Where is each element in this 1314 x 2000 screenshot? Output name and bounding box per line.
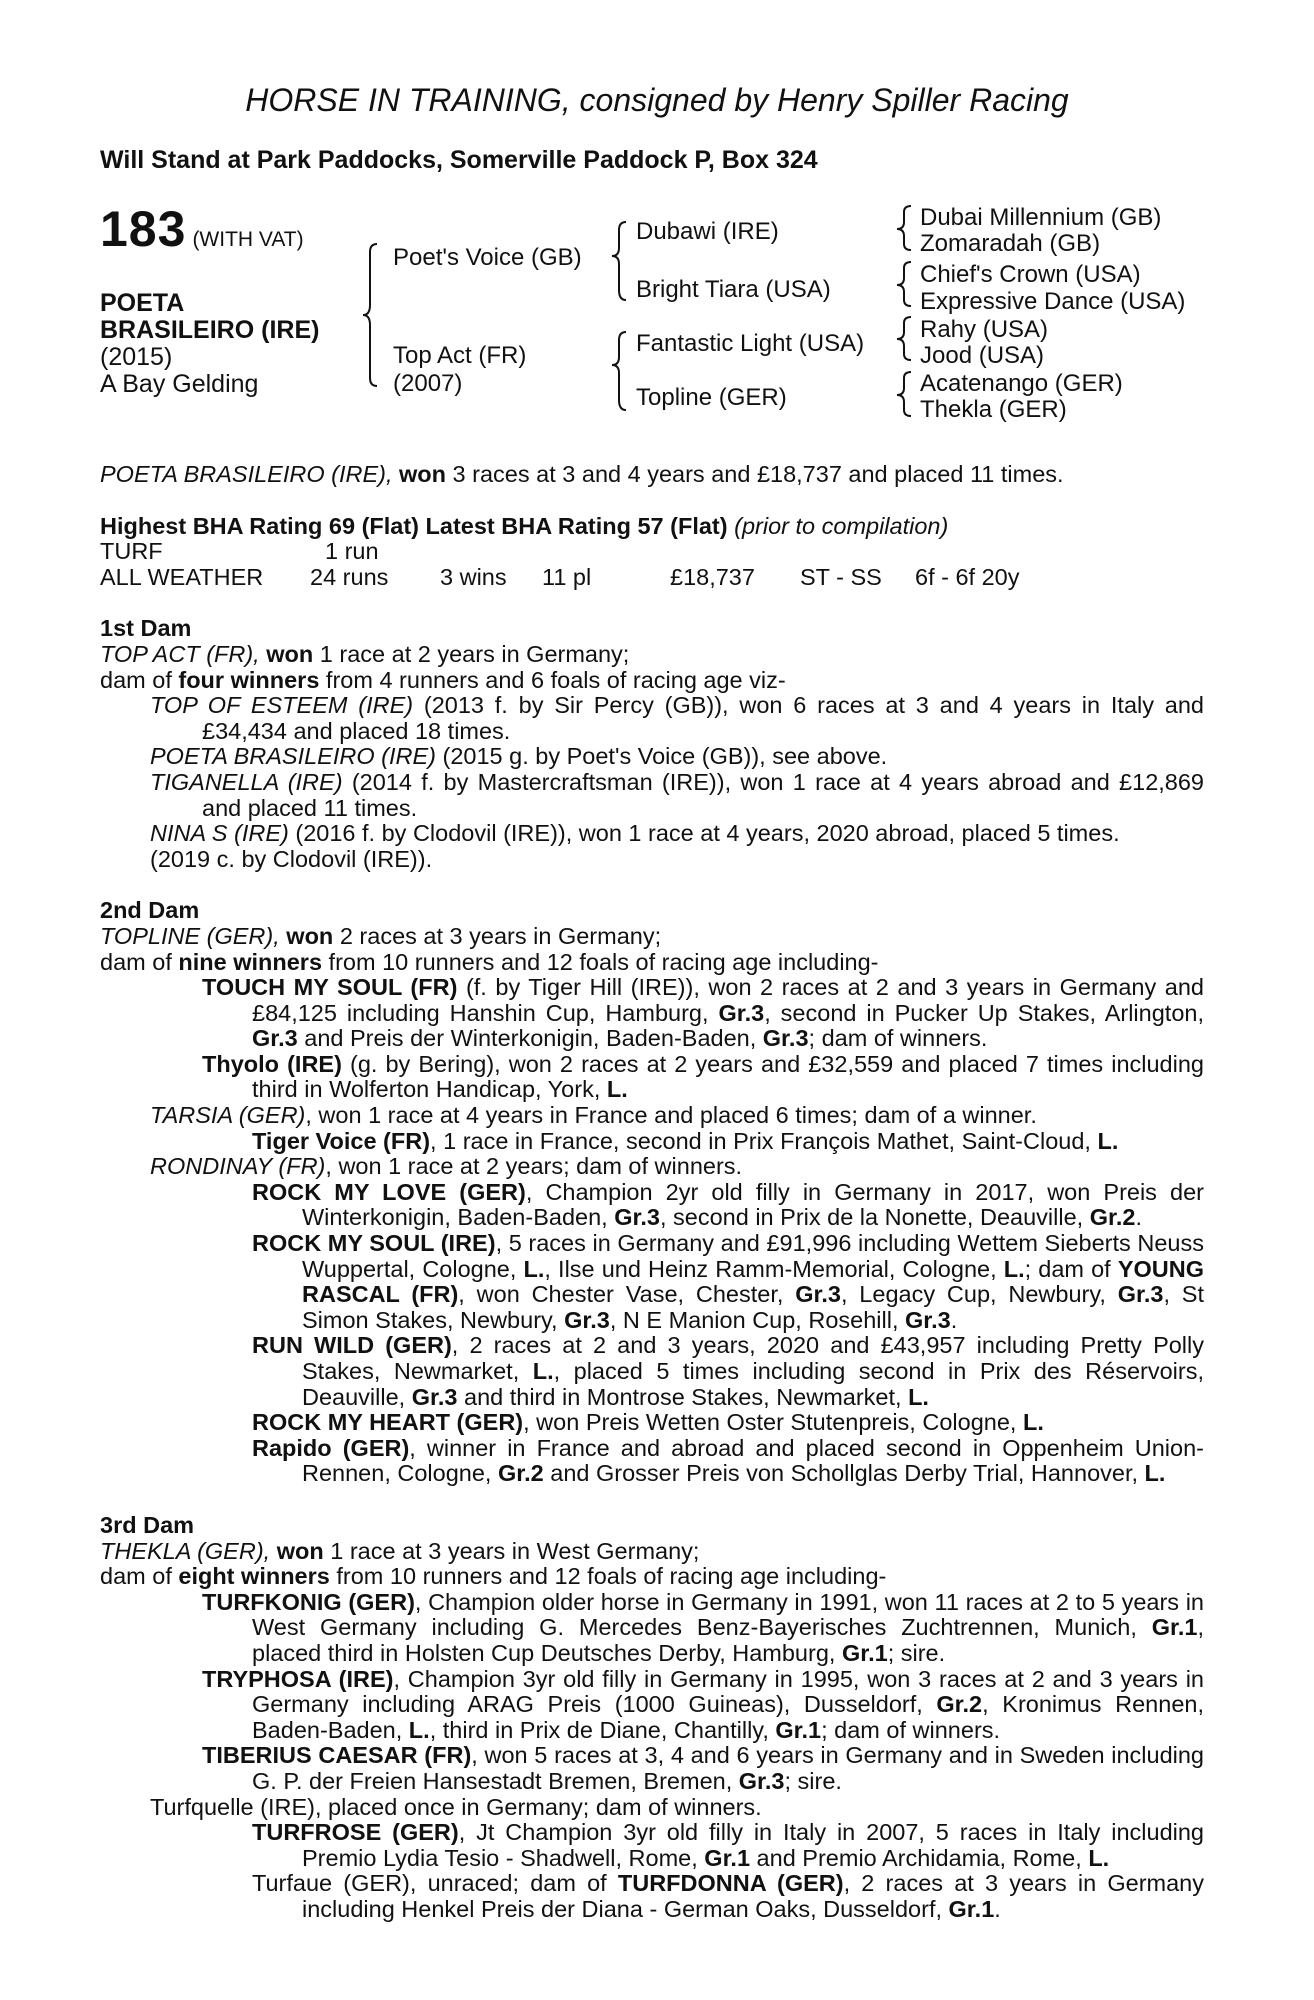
produce-entry: Thyolo (IRE) (g. by Bering), won 2 races at 2 years and £32,559 and placed 7 times including third in Wolferton Handicap, York, L.: [202, 1050, 1204, 1103]
pedigree-dsd: Jood (USA): [920, 342, 1045, 369]
foal-entry: TIGANELLA (IRE) (2014 f. by Mastercraftsman (IRE)), won 1 race at 4 years abroad and £12,869 and placed 11 times.: [150, 768, 1205, 821]
produce-entry: RONDINAY (FR), won 1 race at 2 years; dam of winners.: [150, 1153, 743, 1180]
pedigree-sire-sire: Dubawi (IRE): [636, 218, 779, 245]
produce-entry: Rapido (GER), winner in France and abroad and placed second in Oppenheim Union-Rennen, Cologne, Gr.2 and Grosser Preis von Schollglas Derby Trial, Hannover, L.: [252, 1434, 1204, 1487]
pedigree-dds: Acatenango (GER): [920, 370, 1123, 397]
pedigree-dam: Top Act (FR): [393, 342, 527, 369]
record-turf: TURF 1 run: [100, 538, 379, 565]
catalogue-body: [100, 462, 1204, 1922]
pedigree-sds: Chief's Crown (USA): [920, 261, 1141, 288]
produce-entry: TARSIA (GER), won 1 race at 4 years in France and placed 6 times; dam of a winner.: [150, 1102, 1037, 1129]
horse-name-line2: BRASILEIRO (IRE): [100, 316, 320, 344]
pedigree-dam-dam: Topline (GER): [636, 384, 787, 411]
pedigree-sire: Poet's Voice (GB): [393, 244, 582, 271]
produce-entry: RUN WILD (GER), 2 races at 2 and 3 years, 2020 and £43,957 including Pretty Polly Stakes, Newmarket, L., placed 5 times including second in Prix des Réservoirs, Deauville, Gr.3 and third in Montrose Stakes, Newmarket, L.: [252, 1332, 1205, 1410]
vat-note: (WITH VAT): [192, 228, 304, 251]
pedigree-sss: Dubai Millennium (GB): [920, 204, 1162, 231]
pedigree-dss: Rahy (USA): [920, 316, 1049, 343]
dam1-produce: dam of four winners from 4 runners and 6 foals of racing age viz-: [100, 666, 786, 693]
produce-entry: Turfaue (GER), unraced; dam of TURFDONNA (GER), 2 races at 3 years in Germany including Henkel Preis der Diana - German Oaks, Dusseldorf, Gr.1.: [252, 1870, 1204, 1922]
stand-location: Will Stand at Park Paddocks, Somerville Paddock P, Box 324: [100, 146, 818, 174]
produce-entry: ROCK MY LOVE (GER), Champion 2yr old filly in Germany in 2017, won Preis der Winterkonigin, Baden-Baden, Gr.3, second in Prix de la Nonette, Deauville, Gr.2.: [252, 1178, 1204, 1231]
horse-year: (2015): [100, 343, 173, 371]
record-all-weather: ALL WEATHER 24 runs 3 wins 11 pl £18,737 ST - SS 6f - 6f 20y: [100, 563, 1020, 590]
foal-entry: TOP OF ESTEEM (IRE) (2013 f. by Sir Percy (GB)), won 6 races at 3 and 4 years in Italy and £34,434 and placed 18 times.: [150, 692, 1204, 744]
bha-rating: Highest BHA Rating 69 (Flat) Latest BHA Rating 57 (Flat) (prior to compilation): [100, 512, 949, 539]
foal-entry: POETA BRASILEIRO (IRE) (2015 g. by Poet's Voice (GB)), see above.: [150, 743, 888, 770]
produce-entry: TIBERIUS CAESAR (FR), won 5 races at 3, 4 and 6 years in Germany and in Sweden including G. P. der Freien Hansestadt Bremen, Bremen, Gr.3; sire.: [202, 1742, 1204, 1794]
pedigree-ddd: Thekla (GER): [920, 396, 1067, 423]
race-summary: POETA BRASILEIRO (IRE), won 3 races at 3 and 4 years and £18,737 and placed 11 times.: [100, 461, 1064, 487]
produce-entry: TRYPHOSA (IRE), Champion 3yr old filly in Germany in 1995, won 3 races at 2 and 3 years in Germany including ARAG Preis (1000 Guineas), Dusseldorf, Gr.2, Kronimus Rennen, Baden-Baden, L., third in Prix de Diane, Chantilly, Gr.1; dam of winners.: [202, 1665, 1204, 1743]
produce-entry: Turfquelle (IRE), placed once in Germany; dam of winners.: [150, 1793, 762, 1820]
pedigree-dam-sire: Fantastic Light (USA): [636, 330, 865, 357]
dam2-heading: 2nd Dam: [100, 897, 200, 924]
foal-entry: (2019 c. by Clodovil (IRE)).: [150, 845, 433, 872]
pedigree-ssd: Zomaradah (GB): [920, 230, 1101, 257]
dam3-record: THEKLA (GER), won 1 race at 3 years in West Germany;: [100, 1537, 700, 1564]
horse-name-line1: POETA: [100, 289, 185, 317]
page-title: HORSE IN TRAINING, consigned by Henry Spiller Racing: [245, 82, 1069, 118]
lot-number-value: 183: [100, 201, 187, 257]
dam2-produce: dam of nine winners from 10 runners and 12 foals of racing age including-: [100, 948, 879, 975]
foal-entry: NINA S (IRE) (2016 f. by Clodovil (IRE)), won 1 race at 4 years, 2020 abroad, placed 5 times.: [150, 820, 1120, 847]
dam3-produce: dam of eight winners from 10 runners and 12 foals of racing age including-: [100, 1563, 887, 1590]
dam1-heading: 1st Dam: [100, 615, 192, 642]
produce-entry: TURFROSE (GER), Jt Champion 3yr old filly in Italy in 2007, 5 races in Italy including Premio Lydia Tesio - Shadwell, Rome, Gr.1 and Premio Archidamia, Rome, L.: [252, 1819, 1204, 1871]
produce-entry: ROCK MY SOUL (IRE), 5 races in Germany and £91,996 including Wettem Sieberts Neuss Wuppertal, Cologne, L., Ilse und Heinz Ramm-Memorial, Cologne, L.; dam of YOUNG RASCAL (FR), won Chester Vase, Chester, Gr.3, Legacy Cup, Newbury, Gr.3, St Simon Stakes, Newbury, Gr.3, N E Manion Cup, Rosehill, Gr.3.: [252, 1230, 1205, 1333]
dam2-record: TOPLINE (GER), won 2 races at 3 years in Germany;: [100, 922, 662, 949]
pedigree-dam-year: (2007): [393, 370, 463, 397]
horse-description: A Bay Gelding: [100, 370, 259, 398]
produce-entry: TURFKONIG (GER), Champion older horse in Germany in 1991, won 11 races at 2 to 5 years in West Germany including G. Mercedes Benz-Bayerisches Zuchtrennen, Munich, Gr.1, placed third in Holsten Cup Deutsches Derby, Hamburg, Gr.1; sire.: [202, 1588, 1204, 1666]
produce-entry: TOUCH MY SOUL (FR) (f. by Tiger Hill (IRE)), won 2 races at 2 and 3 years in Germany and £84,125 including Hanshin Cup, Hamburg, Gr.3, second in Pucker Up Stakes, Arlington, Gr.3 and Preis der Winterkonigin, Baden-Baden, Gr.3; dam of winners.: [202, 974, 1204, 1052]
dam3-heading: 3rd Dam: [100, 1511, 195, 1538]
pedigree-sdd: Expressive Dance (USA): [920, 288, 1186, 315]
pedigree-sire-dam: Bright Tiara (USA): [636, 276, 831, 303]
produce-entry: ROCK MY HEART (GER), won Preis Wetten Oster Stutenpreis, Cologne, L.: [252, 1409, 1044, 1436]
produce-entry: Tiger Voice (FR), 1 race in France, second in Prix François Mathet, Saint-Cloud, L.: [252, 1127, 1119, 1154]
dam1-record: TOP ACT (FR), won 1 race at 2 years in Germany;: [100, 640, 630, 667]
